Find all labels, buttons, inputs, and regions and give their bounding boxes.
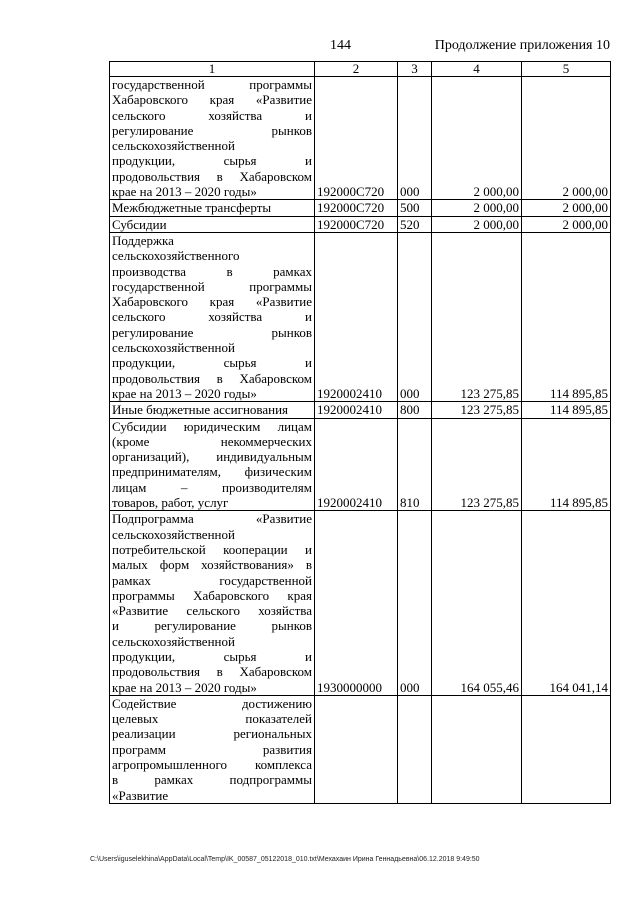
table-row: [110, 200, 611, 216]
description-line: «Развитие: [112, 787, 169, 803]
description-line: программы Хабаровского края: [112, 587, 312, 603]
continuation-label: Продолжение приложения 10: [434, 38, 610, 53]
description-line: Подпрограмма «Развитие: [112, 511, 312, 527]
description-line: сельского хозяйства и: [112, 309, 312, 325]
row-description: [110, 200, 315, 216]
amount-col4: 123 275,85: [432, 232, 522, 401]
description-line: Поддержка: [112, 232, 174, 248]
description-line: потребительской кооперации и: [112, 541, 312, 557]
expense-type-code: [398, 695, 432, 803]
description-line: и регулирование рынков: [112, 618, 312, 634]
row-description: [110, 77, 315, 200]
amount-col4: [432, 695, 522, 803]
expense-type-code: 800: [398, 402, 432, 418]
column-number: 1: [110, 62, 315, 77]
amount-col4: 2 000,00: [432, 77, 522, 200]
description-line: рамках государственной: [112, 572, 312, 588]
description-line: сельскохозяйственного: [112, 248, 240, 264]
description-line: товаров, работ, услуг: [112, 495, 229, 511]
description-line: организаций), индивидуальным: [112, 449, 312, 465]
budget-table: [109, 61, 611, 804]
description-line: (кроме некоммерческих: [112, 433, 312, 449]
description-line: крае на 2013 – 2020 годы»: [112, 385, 257, 401]
table-row: [110, 511, 611, 696]
amount-col5: 2 000,00: [522, 77, 611, 200]
table-row: [110, 695, 611, 803]
target-article-code: 1920002410: [315, 232, 398, 401]
description-line: лицам – производителям: [112, 479, 312, 495]
description-line: продукции, сырья и: [112, 648, 312, 664]
target-article-code: [315, 695, 398, 803]
row-description: [110, 216, 315, 232]
description-line: сельскохозяйственной: [112, 633, 235, 649]
file-path-footer: C:\Users\iguselekhina\AppData\Local\Temp\IK_00587_05122018_010.txt\Мехахаин Ирина Геннадьевна\06.12.2018 9:49:50: [90, 856, 480, 863]
description-line: крае на 2013 – 2020 годы»: [112, 184, 257, 200]
description-line: крае на 2013 – 2020 годы»: [112, 679, 257, 695]
description-line: продовольствия в Хабаровском: [112, 370, 312, 386]
expense-type-code: 810: [398, 418, 432, 511]
expense-type-code: 500: [398, 200, 432, 216]
column-number-row: [110, 62, 611, 77]
row-description: [110, 402, 315, 418]
description-line: сельскохозяйственной: [112, 526, 235, 542]
expense-type-code: 000: [398, 232, 432, 401]
description-line: государственной программы: [112, 278, 312, 294]
table-row: [110, 232, 611, 401]
description-line: продукции, сырья и: [112, 153, 312, 169]
column-number: 2: [315, 62, 398, 77]
amount-col5: 2 000,00: [522, 216, 611, 232]
description-line: программ развития: [112, 741, 312, 757]
row-description: [110, 418, 315, 511]
description-line: Хабаровского края «Развитие: [112, 92, 312, 108]
row-description: [110, 232, 315, 401]
description-line: сельского хозяйства и: [112, 107, 312, 123]
target-article-code: 192000С720: [315, 77, 398, 200]
row-description: [110, 695, 315, 803]
description-line: государственной программы: [112, 77, 312, 92]
amount-col5: 114 895,85: [522, 402, 611, 418]
table-row: [110, 216, 611, 232]
target-article-code: 1920002410: [315, 418, 398, 511]
amount-col5: 164 041,14: [522, 511, 611, 696]
column-number: 5: [522, 62, 611, 77]
description-line: предпринимателям, физическим: [112, 464, 312, 480]
description-line: в рамках подпрограммы: [112, 772, 312, 788]
description-line: Межбюджетные трансферты: [112, 200, 272, 216]
amount-col4: 123 275,85: [432, 418, 522, 511]
description-line: Субсидии: [112, 216, 167, 232]
expense-type-code: 000: [398, 77, 432, 200]
description-line: целевых показателей: [112, 711, 312, 727]
description-line: производства в рамках: [112, 263, 312, 279]
table-row: [110, 402, 611, 418]
description-line: регулирование рынков: [112, 122, 312, 138]
description-line: Субсидии юридическим лицам: [112, 418, 312, 434]
target-article-code: 192000С720: [315, 216, 398, 232]
description-line: сельскохозяйственной: [112, 138, 235, 154]
amount-col4: 164 055,46: [432, 511, 522, 696]
description-line: Иные бюджетные ассигнования: [112, 402, 289, 418]
amount-col4: 2 000,00: [432, 200, 522, 216]
description-line: продовольствия в Хабаровском: [112, 664, 312, 680]
expense-type-code: 520: [398, 216, 432, 232]
amount-col5: 114 895,85: [522, 232, 611, 401]
table-row: [110, 418, 611, 511]
description-line: сельскохозяйственной: [112, 340, 235, 356]
target-article-code: 1930000000: [315, 511, 398, 696]
column-number: 4: [432, 62, 522, 77]
description-line: агропромышленного комплекса: [112, 757, 312, 773]
amount-col5: 2 000,00: [522, 200, 611, 216]
target-article-code: 1920002410: [315, 402, 398, 418]
description-line: малых форм хозяйствования» в: [112, 557, 312, 573]
target-article-code: 192000С720: [315, 200, 398, 216]
amount-col5: 114 895,85: [522, 418, 611, 511]
column-number: 3: [398, 62, 432, 77]
description-line: Хабаровского края «Развитие: [112, 294, 312, 310]
description-line: реализации региональных: [112, 726, 312, 742]
description-line: продукции, сырья и: [112, 355, 312, 371]
expense-type-code: 000: [398, 511, 432, 696]
page-number: 144: [330, 38, 351, 53]
amount-col5: [522, 695, 611, 803]
description-line: Содействие достижению: [112, 695, 312, 711]
description-line: «Развитие сельского хозяйства: [112, 603, 312, 619]
table-row: [110, 77, 611, 200]
description-line: регулирование рынков: [112, 324, 312, 340]
row-description: [110, 511, 315, 696]
amount-col4: 123 275,85: [432, 402, 522, 418]
amount-col4: 2 000,00: [432, 216, 522, 232]
description-line: продовольствия в Хабаровском: [112, 168, 312, 184]
